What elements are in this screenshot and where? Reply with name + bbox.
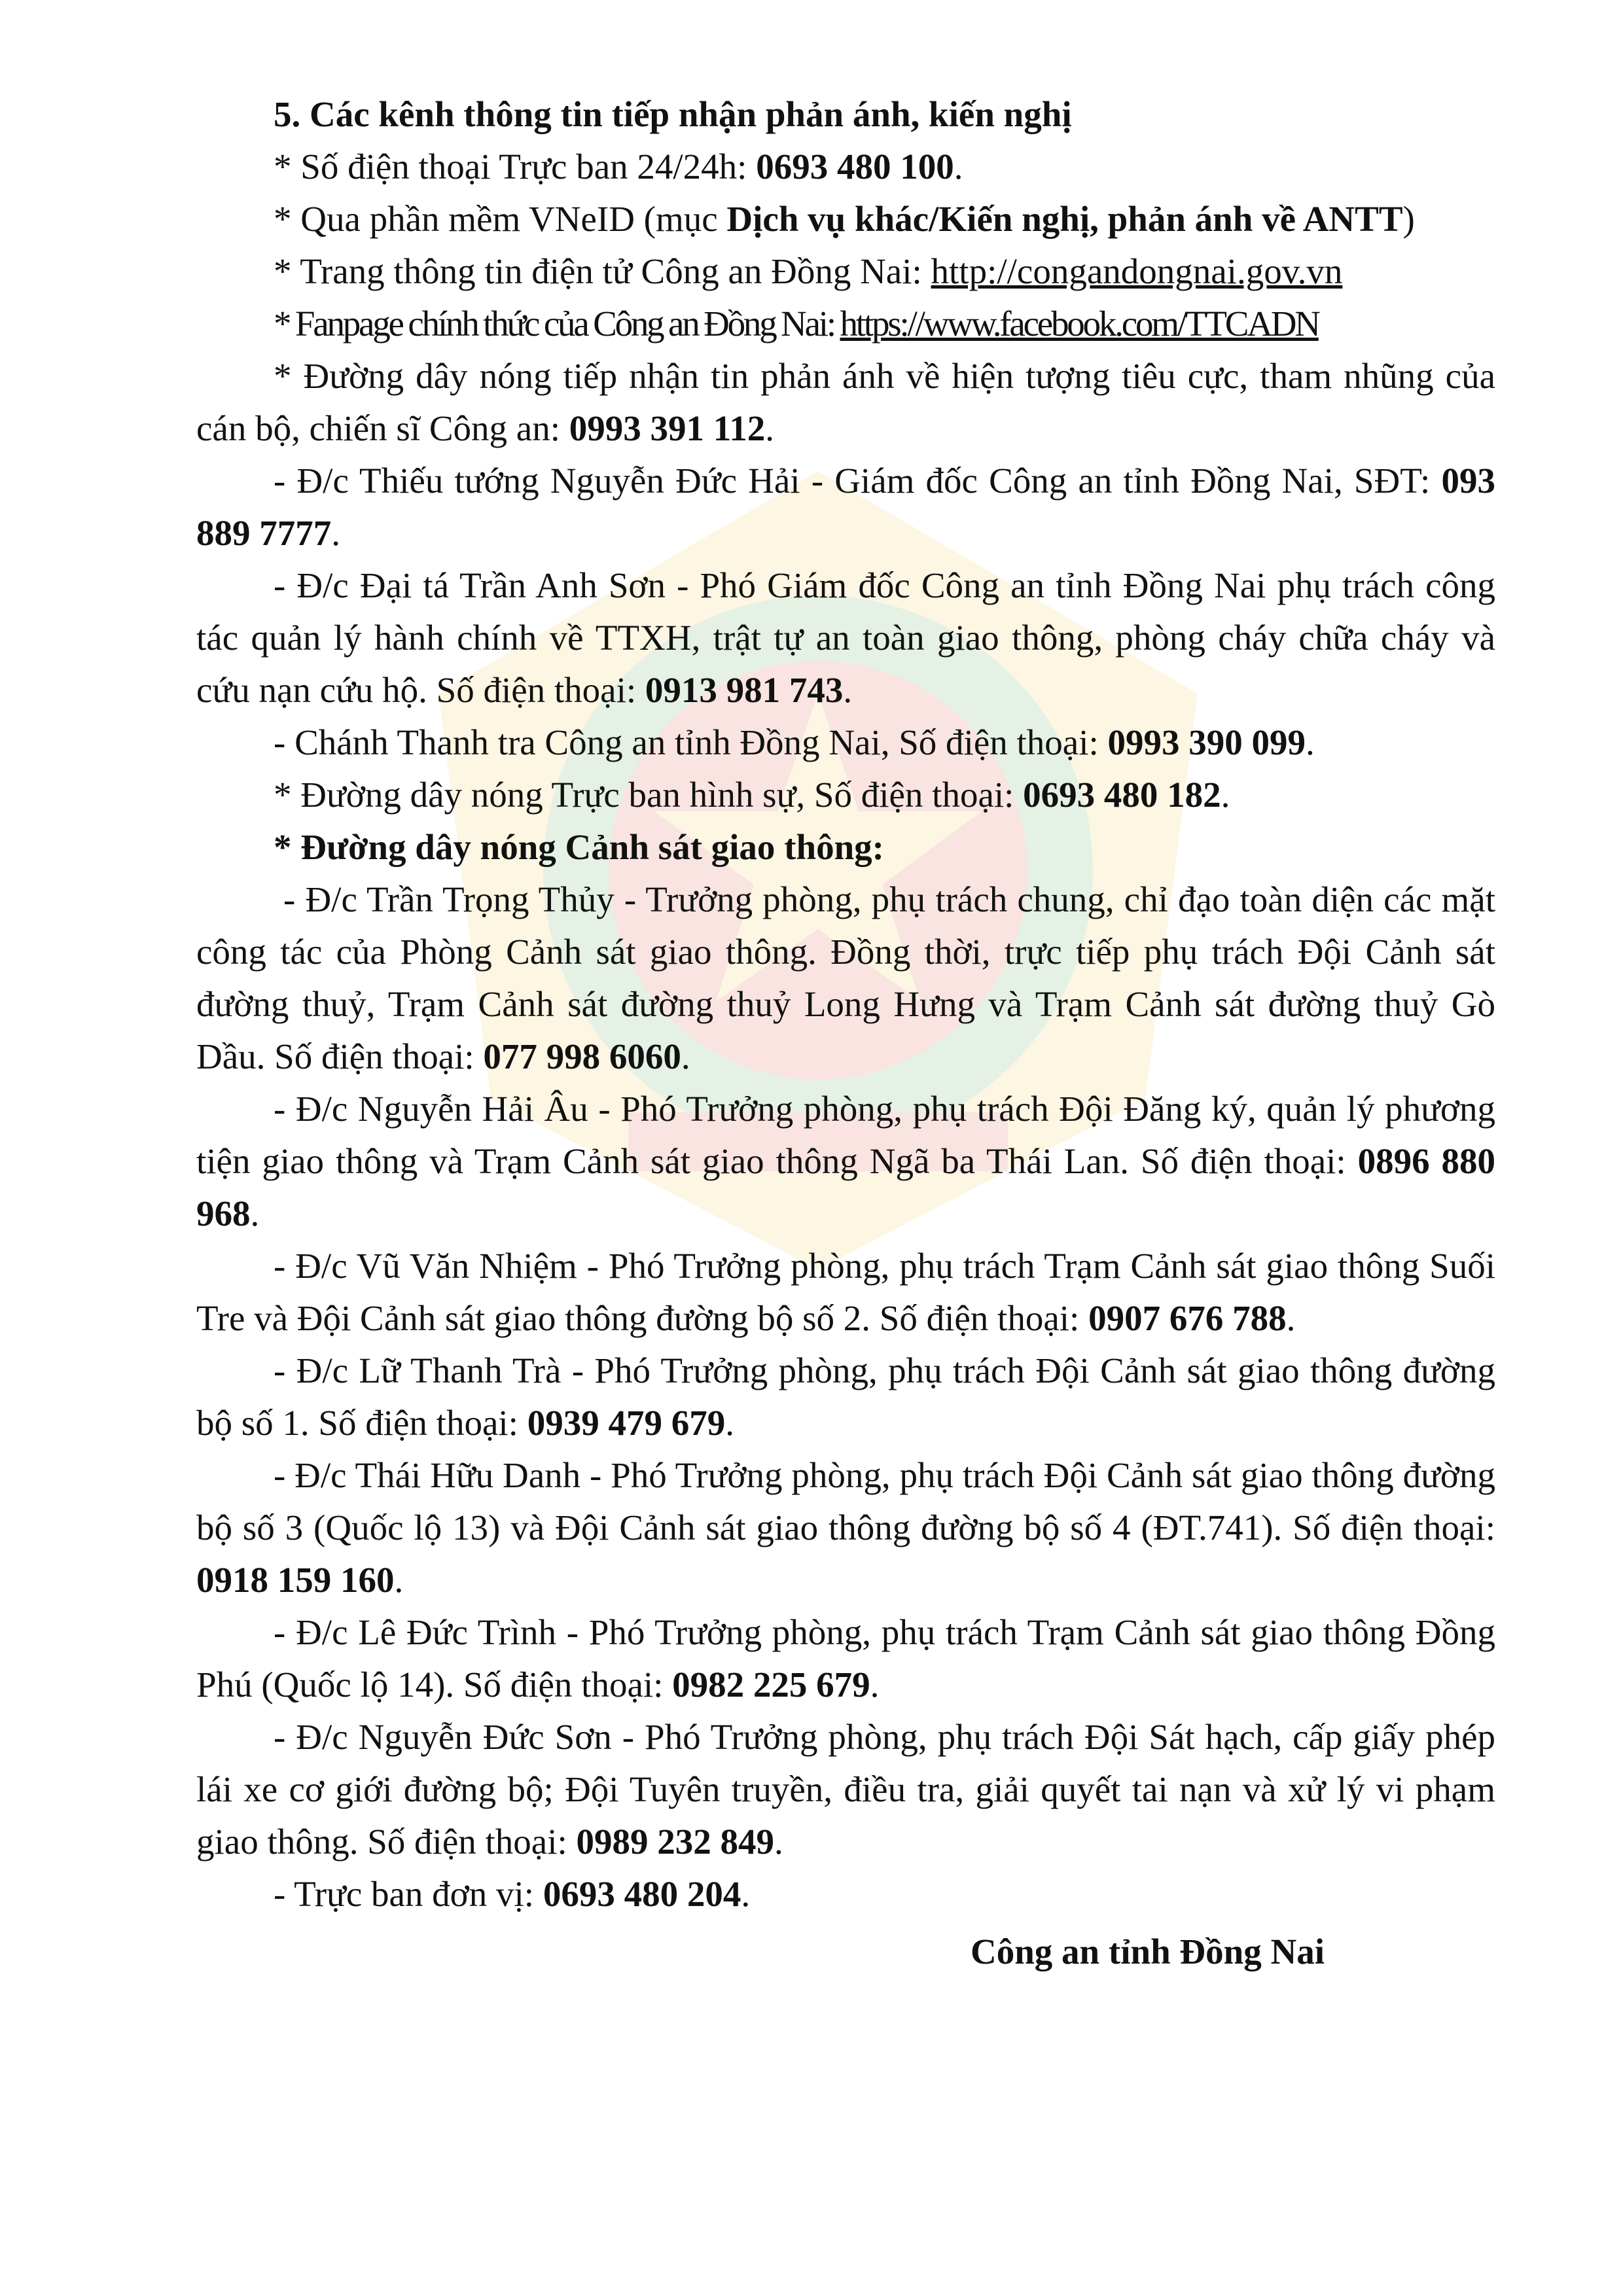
fanpage-link[interactable]: https://www.facebook.com/TTCADN xyxy=(840,304,1319,344)
period: . xyxy=(870,1665,880,1704)
traffic-contact-phone: 0918 159 160 xyxy=(196,1560,395,1600)
traffic-contact-label: - Đ/c Vũ Văn Nhiệm - Phó Trưởng phòng, phụ trách Trạm Cảnh sát giao thông Suối Tre và Đội Cảnh sát giao thông đường bộ số 2. Số điện thoại: xyxy=(196,1246,1495,1338)
traffic-contact-phone: 0896 880 968 xyxy=(196,1141,1496,1233)
period: . xyxy=(394,1560,404,1600)
unit-duty-label: - Trực ban đơn vị: xyxy=(274,1874,543,1914)
traffic-contact-nhiem xyxy=(196,1240,1495,1345)
period: . xyxy=(1221,775,1230,815)
traffic-contact-label: - Đ/c Nguyễn Đức Sơn - Phó Trưởng phòng, phụ trách Đội Sát hạch, cấp giấy phép lái xe cơ giới đường bộ; Đội Tuyên truyền, điều tra, giải quyết tai nạn và xử lý vi phạm giao thông. Số điện thoại: xyxy=(196,1717,1495,1862)
fanpage-label: * Fanpage chính thức của Công an Đồng Nai: xyxy=(274,304,840,344)
deputy-director-line xyxy=(196,559,1495,716)
traffic-contact-phone: 0939 479 679 xyxy=(527,1403,726,1443)
period: . xyxy=(843,670,853,710)
criminal-duty-phone: 0693 480 182 xyxy=(1023,775,1221,815)
period: . xyxy=(681,1036,690,1076)
website-label: * Trang thông tin điện tử Công an Đồng Nai: xyxy=(274,251,931,291)
chief-inspector-phone: 0993 390 099 xyxy=(1107,722,1306,762)
unit-duty-line xyxy=(196,1868,1495,1920)
traffic-contact-phone: 077 998 6060 xyxy=(483,1036,681,1076)
traffic-contact-trinh xyxy=(196,1606,1495,1711)
traffic-contact-son xyxy=(196,1711,1495,1868)
period: . xyxy=(954,147,963,186)
fanpage-line xyxy=(196,298,1495,350)
traffic-contact-thuy xyxy=(196,874,1495,1083)
duty-phone-line xyxy=(196,141,1495,193)
period: . xyxy=(741,1874,751,1914)
traffic-contact-label: - Đ/c Lê Đức Trình - Phó Trưởng phòng, phụ trách Trạm Cảnh sát giao thông Đồng Phú (Quốc lộ 14). Số điện thoại: xyxy=(196,1612,1495,1704)
traffic-contact-phone: 0907 676 788 xyxy=(1088,1298,1287,1338)
criminal-duty-line xyxy=(196,769,1495,821)
traffic-contact-au xyxy=(196,1083,1495,1240)
traffic-contact-phone: 0982 225 679 xyxy=(672,1665,870,1704)
website-line xyxy=(196,245,1495,298)
vneid-menu-path: Dịch vụ khác/Kiến nghị, phản ánh về ANTT xyxy=(726,199,1403,239)
traffic-contact-label: - Đ/c Lữ Thanh Trà - Phó Trưởng phòng, phụ trách Đội Cảnh sát giao thông đường bộ số 1. Số điện thoại: xyxy=(196,1351,1495,1443)
period: . xyxy=(331,513,340,553)
traffic-contact-danh xyxy=(196,1449,1495,1606)
section-heading: 5. Các kênh thông tin tiếp nhận phản ánh, kiến nghị xyxy=(274,94,1072,134)
period: . xyxy=(774,1822,783,1862)
deputy-director-phone: 0913 981 743 xyxy=(645,670,844,710)
website-link[interactable]: http://congandongnai.gov.vn xyxy=(931,251,1343,291)
closing-paren: ) xyxy=(1402,199,1415,239)
anti-corruption-number: 0993 391 112 xyxy=(569,408,766,448)
period: . xyxy=(765,408,774,448)
traffic-contact-label: - Đ/c Trần Trọng Thủy - Trưởng phòng, phụ trách chung, chỉ đạo toàn diện các mặt công tác của Phòng Cảnh sát giao thông. Đồng thời, trực tiếp phụ trách Đội Cảnh sát đường thuỷ, Trạm Cảnh sát đường thuỷ Long Hưng và Trạm Cảnh sát đường thuỷ Gò Dầu. Số điện thoại: xyxy=(196,879,1495,1076)
signature: Công an tỉnh Đồng Nai xyxy=(971,1932,1325,1971)
period: . xyxy=(1286,1298,1296,1338)
period: . xyxy=(1306,722,1315,762)
chief-inspector-label: - Chánh Thanh tra Công an tỉnh Đồng Nai, Số điện thoại: xyxy=(274,722,1108,762)
duty-phone-label: * Số điện thoại Trực ban 24/24h: xyxy=(274,147,757,186)
traffic-police-heading: * Đường dây nóng Cảnh sát giao thông: xyxy=(274,827,884,867)
chief-inspector-line xyxy=(196,716,1495,769)
vneid-line xyxy=(196,193,1495,245)
unit-duty-phone: 0693 480 204 xyxy=(543,1874,741,1914)
traffic-contact-phone: 0989 232 849 xyxy=(576,1822,775,1862)
traffic-contact-label: - Đ/c Thái Hữu Danh - Phó Trưởng phòng, phụ trách Đội Cảnh sát giao thông đường bộ số 3 (Quốc lộ 13) và Đội Cảnh sát giao thông đường bộ số 4 (ĐT.741). Số điện thoại: xyxy=(196,1455,1495,1547)
director-line xyxy=(196,455,1495,559)
director-label: - Đ/c Thiếu tướng Nguyễn Đức Hải - Giám đốc Công an tỉnh Đồng Nai, SĐT: xyxy=(274,461,1442,501)
period: . xyxy=(725,1403,734,1443)
anti-corruption-label: * Đường dây nóng tiếp nhận tin phản ánh về hiện tượng tiêu cực, tham nhũng của cán bộ, chiến sĩ Công an: xyxy=(196,356,1495,448)
deputy-director-label: - Đ/c Đại tá Trần Anh Sơn - Phó Giám đốc Công an tỉnh Đồng Nai phụ trách công tác quản lý hành chính về TTXH, trật tự an toàn giao thông, phòng cháy chữa cháy và cứu nạn cứu hộ. Số điện thoại: xyxy=(196,565,1495,710)
duty-phone-number: 0693 480 100 xyxy=(756,147,954,186)
traffic-contact-label: - Đ/c Nguyễn Hải Âu - Phó Trưởng phòng, phụ trách Đội Đăng ký, quản lý phương tiện giao thông và Trạm Cảnh sát giao thông Ngã ba Thái Lan. Số điện thoại: xyxy=(196,1089,1495,1181)
criminal-duty-label: * Đường dây nóng Trực ban hình sự, Số điện thoại: xyxy=(274,775,1024,815)
vneid-label: * Qua phần mềm VNeID (mục xyxy=(274,199,727,239)
traffic-contact-tra xyxy=(196,1345,1495,1449)
director-phone: 093 889 7777 xyxy=(196,461,1495,553)
anti-corruption-hotline xyxy=(196,350,1495,455)
period: . xyxy=(250,1193,260,1233)
document-page xyxy=(196,88,1495,1978)
